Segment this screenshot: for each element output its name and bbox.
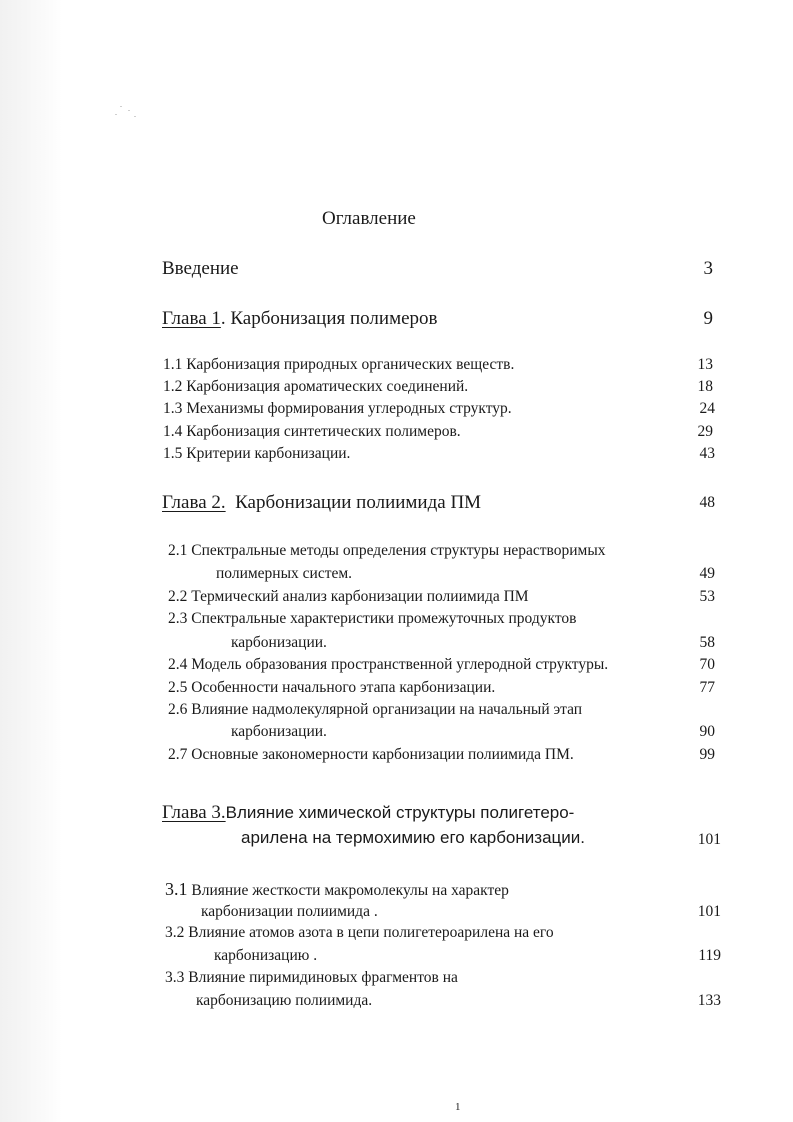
- section-1-3-page: 24: [699, 400, 715, 417]
- section-1-5-page: 43: [699, 445, 715, 462]
- section-2-2-page: 53: [699, 588, 715, 605]
- toc-intro-page: 3: [703, 258, 713, 279]
- section-2-4-title: 2.4 Модель образования пространственной углеродной структуры.: [168, 656, 609, 673]
- section-3-2-title-line1: 3.2 Влияние атомов азота в цепи полигетероарилена на его: [165, 924, 554, 941]
- page-number: 1: [455, 1101, 461, 1113]
- section-2-5-title: 2.5 Особенности начального этапа карбонизации.: [168, 679, 496, 696]
- section-1-2-title: 1.2 Карбонизация ароматических соединений.: [163, 378, 469, 395]
- chapter-1-title: . Карбонизация полимеров: [220, 308, 438, 329]
- section-1-1-page: 13: [697, 356, 713, 373]
- chapter-2-prefix: Глава 2.: [162, 492, 226, 513]
- section-1-1-title: 1.1 Карбонизация природных органических веществ.: [163, 356, 515, 373]
- section-2-1-title-line2: полимерных систем.: [216, 565, 353, 582]
- section-2-4-page: 70: [699, 656, 715, 673]
- section-3-1-title-line1: [165, 880, 509, 899]
- section-2-3-title-line2: карбонизации.: [231, 634, 327, 651]
- section-1-4-page: 29: [697, 423, 713, 440]
- section-3-2-title-line2: карбонизацию .: [214, 947, 318, 964]
- section-3-1-number: 3.1: [165, 879, 188, 899]
- section-2-6-title-line2: карбонизации.: [231, 723, 327, 740]
- section-2-7-page: 99: [699, 746, 715, 763]
- section-2-5-page: 77: [699, 679, 715, 696]
- scan-specks: [112, 104, 142, 124]
- section-2-3-page: 58: [699, 634, 715, 651]
- section-3-1-page: 101: [697, 903, 721, 920]
- section-1-4-title: 1.4 Карбонизация синтетических полимеров.: [163, 423, 461, 440]
- section-2-1-title-line1: 2.1 Спектральные методы определения структуры нерастворимых: [168, 542, 606, 559]
- section-1-3-title: 1.3 Механизмы формирования углеродных структур.: [163, 400, 512, 417]
- chapter-3-title-line2: арилена на термохимию его карбонизации.: [241, 828, 585, 847]
- section-2-2-title: 2.2 Термический анализ карбонизации полиимида ПМ: [168, 588, 529, 605]
- section-3-2-page: 119: [698, 947, 721, 964]
- chapter-2-page: 48: [699, 494, 715, 511]
- section-3-3-title-line1: 3.3 Влияние пиримидиновых фрагментов на: [165, 969, 458, 986]
- chapter-1-heading: [162, 309, 438, 328]
- section-3-3-page: 133: [697, 992, 721, 1009]
- section-3-1-title-text: Влияние жесткости макромолекулы на характер: [191, 882, 509, 899]
- section-3-1-title-line2: карбонизации полиимида .: [201, 903, 378, 920]
- section-2-7-title: 2.7 Основные закономерности карбонизации полиимида ПМ.: [168, 746, 574, 763]
- scan-edge-shadow: [0, 0, 62, 1122]
- section-1-5-title: 1.5 Критерии карбонизации.: [163, 445, 351, 462]
- chapter-3-heading-line1: [162, 803, 574, 822]
- chapter-2-heading: [162, 493, 481, 512]
- chapter-1-prefix: Глава 1: [162, 308, 221, 329]
- chapter-3-page: 101: [697, 831, 721, 848]
- section-2-6-title-line1: 2.6 Влияние надмолекулярной организации на начальный этап: [168, 701, 583, 718]
- section-2-1-page: 49: [699, 565, 715, 582]
- section-2-6-page: 90: [699, 723, 715, 740]
- page-title: Оглавление: [322, 208, 416, 229]
- chapter-3-prefix: Глава 3.: [162, 802, 226, 823]
- section-1-2-page: 18: [697, 378, 713, 395]
- section-3-3-title-line2: карбонизацию полиимида.: [196, 992, 373, 1009]
- section-2-3-title-line1: 2.3 Спектральные характеристики промежуточных продуктов: [168, 610, 577, 627]
- toc-intro-label: Введение: [162, 258, 239, 279]
- chapter-1-page: 9: [703, 308, 713, 329]
- chapter-3-title-line1: Влияние химической структуры полигетеро-: [225, 803, 575, 822]
- chapter-2-title: Карбонизации полиимида ПМ: [235, 492, 482, 513]
